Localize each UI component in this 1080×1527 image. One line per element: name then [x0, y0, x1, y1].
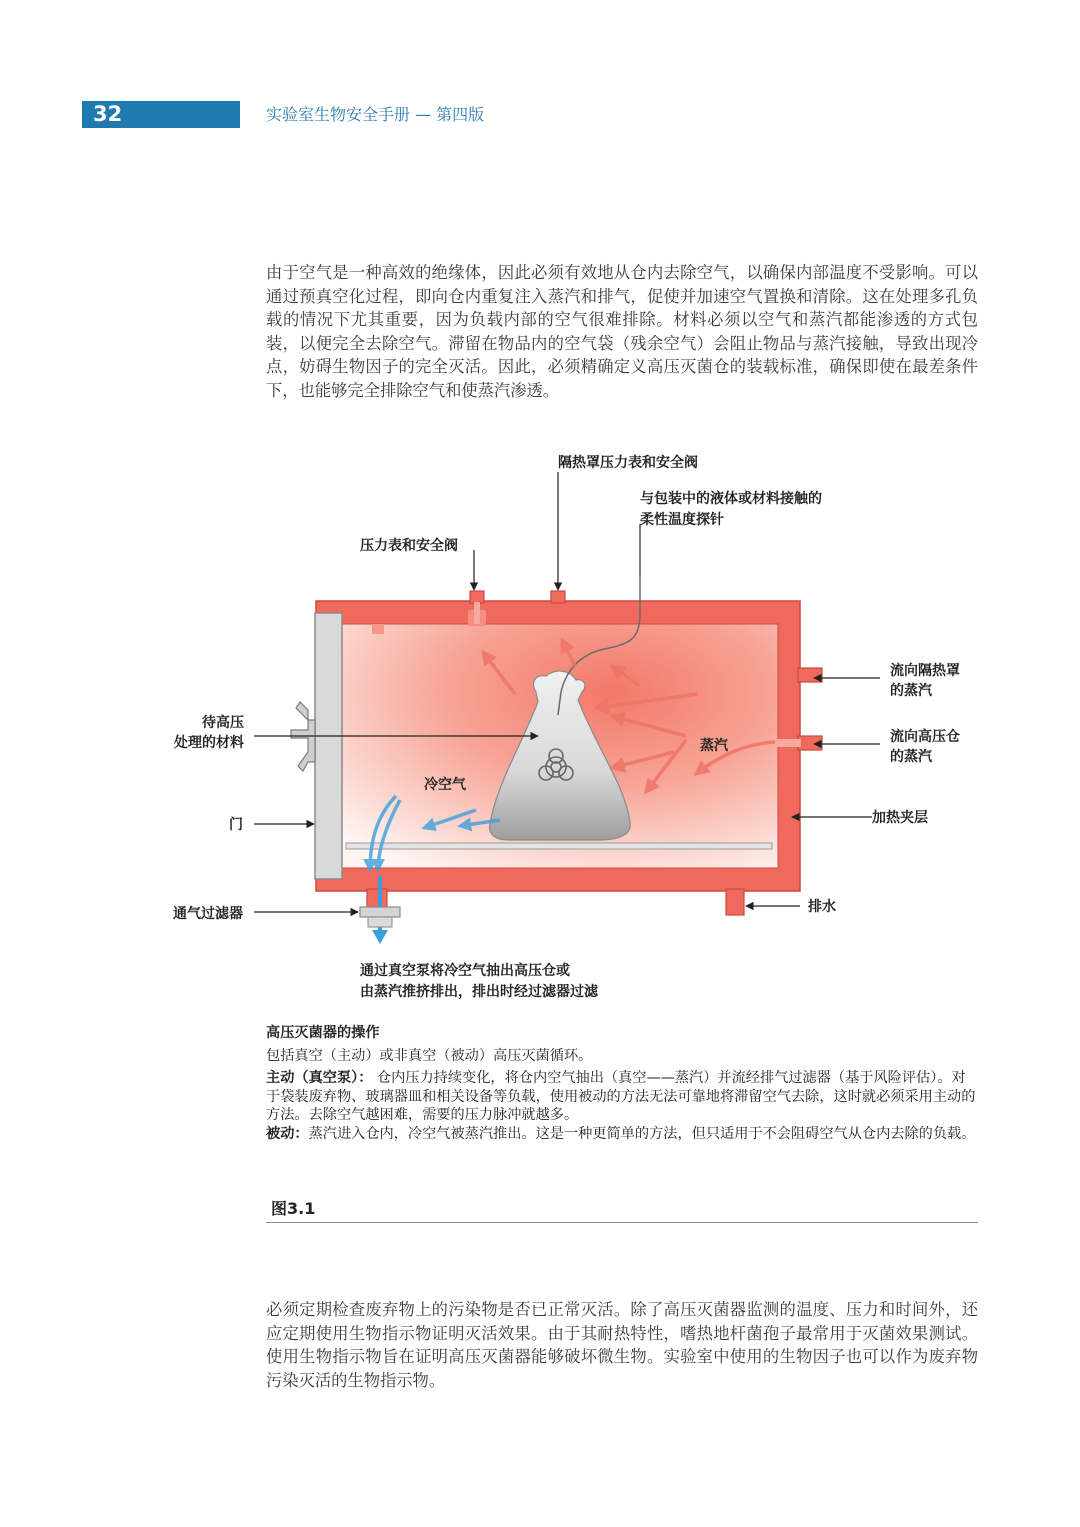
label-steam: 蒸汽 — [700, 738, 728, 754]
label-material-line1: 待高压 — [202, 715, 244, 731]
running-title: 实验室生物安全手册 — 第四版 — [266, 105, 485, 124]
caption-active-label: 主动（真空泵）： — [266, 1070, 373, 1087]
caption-passive — [266, 1125, 978, 1144]
label-to-chamber-line2: 的蒸汽 — [890, 749, 932, 765]
label-vent-filter: 通气过滤器 — [173, 906, 243, 922]
caption-passive-text: 蒸汽进入仓内，冷空气被蒸汽推出。这是一种更简单的方法，但只适用于不会阻碍空气从仓内去除的负载。 — [308, 1125, 976, 1142]
label-heating-jacket: 加热夹层 — [872, 810, 928, 826]
label-to-jacket-line1: 流向隔热罩 — [890, 663, 960, 679]
jacket-steam-inlet — [798, 668, 822, 682]
caption-passive-label: 被动： — [266, 1125, 309, 1142]
label-vacuum-line1: 通过真空泵将冷空气抽出高压仓或 — [360, 963, 570, 979]
label-probe-line2: 柔性温度探针 — [640, 512, 724, 528]
chamber-steam-inlet — [798, 736, 822, 750]
caption-active-text: 仓内压力持续变化，将仓内空气抽出（真空——蒸汽）并流经排气过滤器（基于风险评估）。对于袋装废弃物、玻璃器皿和相关设备等负载，使用被动的方法无法可靠地将滞留空气去除，这时就必须采用主动的方法。去除空气越困难，需要的压力脉冲就越多。 — [266, 1070, 976, 1124]
page-number: 32 — [82, 101, 240, 128]
label-material-line2: 处理的材料 — [174, 735, 244, 751]
shelf — [346, 843, 772, 849]
autoclave-diagram — [0, 430, 1080, 1020]
label-drain: 排水 — [808, 899, 836, 915]
body-paragraph-2: 必须定期检查废弃物上的污染物是否已正常灭活。除了高压灭菌器监测的温度、压力和时间外，还应定期使用生物指示物证明灭活效果。由于其耐热特性，嗜热地杆菌孢子最常用于灭菌效果测试。使用生物指示物旨在证明高压灭菌器能够破坏微生物。实验室中使用的生物因子也可以作为废弃物污染灭活的生物指示物。 — [266, 1300, 978, 1390]
label-cold-air: 冷空气 — [424, 777, 466, 793]
figure-caption — [266, 1024, 978, 1144]
label-probe-line1: 与包装中的液体或材料接触的 — [640, 491, 822, 507]
label-to-chamber-line1: 流向高压仓 — [890, 729, 960, 745]
gauge-nozzle — [470, 591, 484, 603]
caption-title: 高压灭菌器的操作 — [266, 1025, 380, 1041]
caption-subtitle: 包括真空（主动）或非真空（被动）高压灭菌循环。 — [266, 1047, 593, 1064]
door — [315, 613, 342, 879]
label-to-jacket-line2: 的蒸汽 — [890, 683, 932, 699]
label-jacket-gauge: 隔热罩压力表和安全阀 — [558, 455, 698, 471]
label-door: 门 — [229, 817, 243, 833]
label-vacuum-line2: 由蒸汽推挤排出，排出时经过滤器过滤 — [360, 984, 598, 1000]
jacket-gauge-nozzle — [551, 591, 565, 603]
label-gauge: 压力表和安全阀 — [360, 538, 458, 554]
caption-active — [266, 1069, 978, 1125]
drain-pipe — [726, 889, 744, 915]
figure-rule — [266, 1222, 978, 1223]
figure-number: 图3.1 — [271, 1199, 316, 1218]
body-paragraph-1: 由于空气是一种高效的绝缘体，因此必须有效地从仓内去除空气，以确保内部温度不受影响。可以通过预真空化过程，即向仓内重复注入蒸汽和排气，促使并加速空气置换和清除。这在处理多孔负载的情况下尤其重要，因为负载内部的空气很难排除。材料必须以空气和蒸汽都能渗透的方式包装，以便完全去除空气。滞留在物品内的空气袋（残余空气）会阻止物品与蒸汽接触，导致出现冷点，妨碍生物因子的完全灭活。因此，必须精确定义高压灭菌仓的装载标准，确保即使在最差条件下，也能够完全排除空气和使蒸汽渗透。 — [266, 263, 978, 400]
vent-filter — [360, 907, 400, 917]
autoclave-figure — [0, 430, 1080, 1020]
